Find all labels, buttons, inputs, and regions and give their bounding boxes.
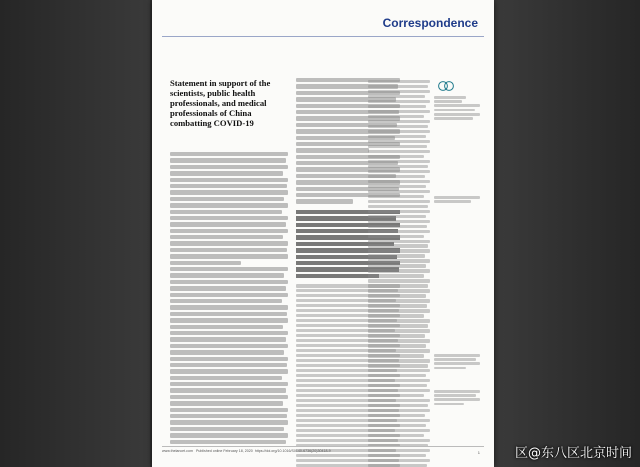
section-title: Correspondence <box>382 16 478 30</box>
column-1-body <box>170 152 288 446</box>
background-left <box>0 0 150 467</box>
header-rule <box>162 36 484 37</box>
side-note-published <box>434 96 480 121</box>
letter-title: Statement in support of the scientists, public health professionals, and medical professionals of China combatting COVID-19 <box>170 78 271 128</box>
journal-url: www.thelancet.com <box>162 449 193 453</box>
side-note-submissions <box>434 390 480 407</box>
watermark-text: 区@东八区北京时间 <box>514 446 632 461</box>
references <box>368 80 430 467</box>
published-date: Published online February 18, 2020 <box>195 449 253 453</box>
open-access-icon <box>438 80 454 92</box>
page-number: 1 <box>477 450 480 455</box>
background-right <box>494 0 640 467</box>
doi-link: https://doi.org/10.1016/S0140-6736(20)30418-9 <box>254 449 331 453</box>
footer-rule <box>162 446 484 447</box>
side-note-signatories <box>434 196 480 204</box>
page-header <box>152 0 494 34</box>
page-footer <box>162 449 484 453</box>
journal-page <box>152 0 494 467</box>
side-note-resources <box>434 354 480 371</box>
